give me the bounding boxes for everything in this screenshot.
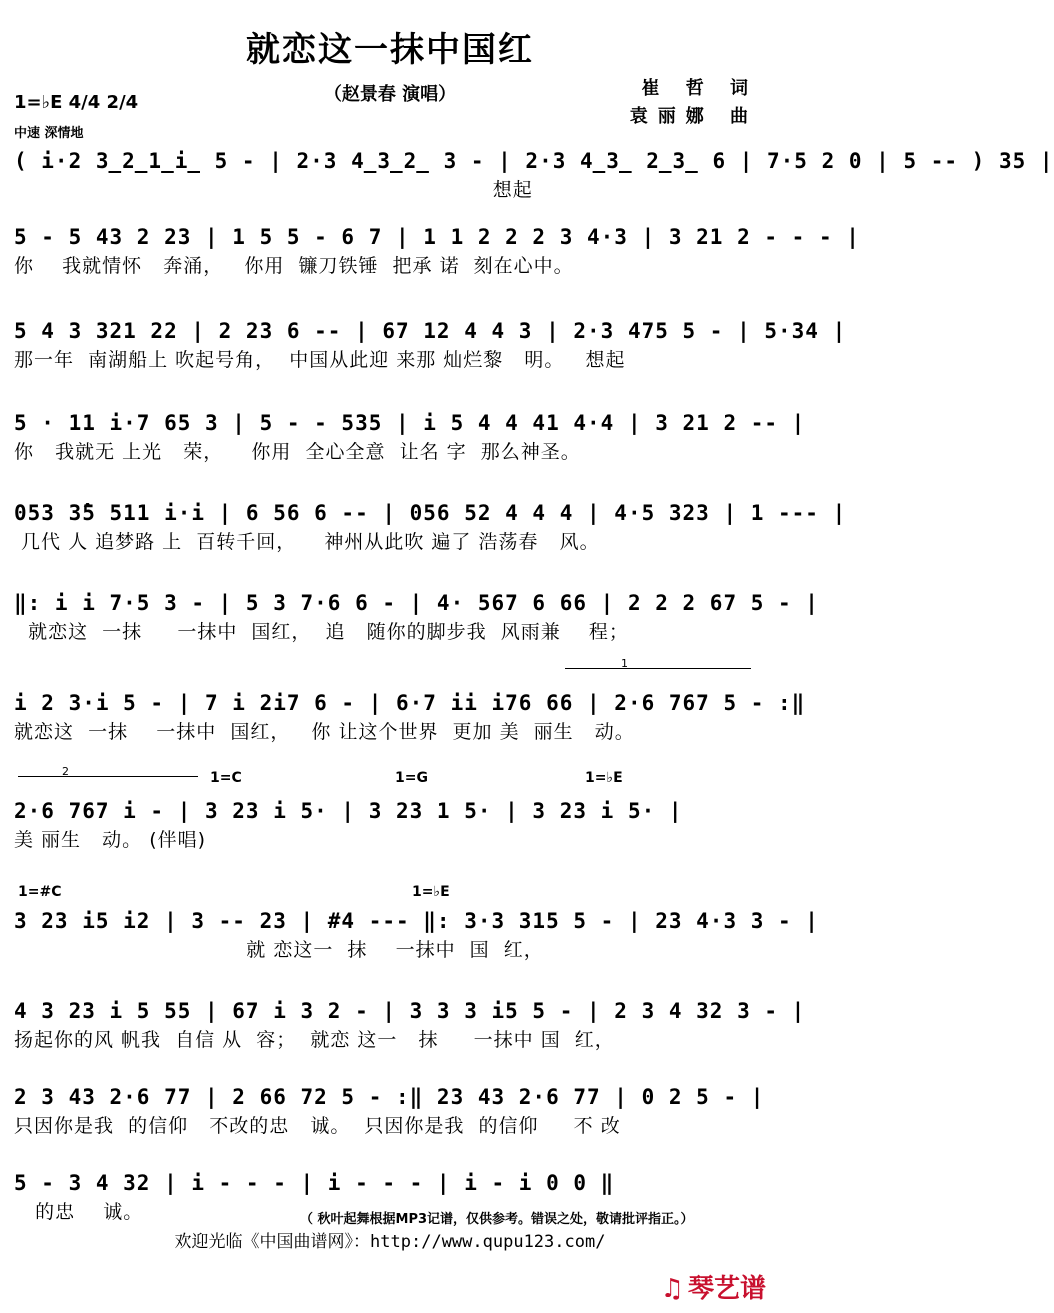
score-line	[14, 146, 1054, 204]
site-logo: ♫ 琴艺谱	[660, 1274, 766, 1304]
lyrics-row: 就 恋这一 抹 一抹中 国 红，	[14, 939, 544, 961]
notes-row: ( i·2 3̲2̲1̲i̲ 5 - | 2·3 4̲3̲2̲ 3 - | 2·3 4̲3̲ 2̲3̲ 6 | 7·5 2 0 | 5 -- ) 35 |	[14, 149, 1054, 173]
lyrics-row: 你 我就情怀 奔涌， 你用 镰刀铁锤 把承 诺 刻在心中。	[14, 255, 574, 277]
notes-row: 2·6 767 i - | 3 23 i 5· | 3 23 1 5· | 3 23 i 5· |	[14, 799, 683, 823]
score-line	[14, 222, 860, 280]
transcription-note: （ 秋叶起舞根据MP3记谱，仅供参考。错误之处，敬请批评指正。）	[300, 1212, 694, 1227]
lyrics-row: 扬起你的风 帆我 自信 从 容； 就恋 这一 抹 一抹中 国 红，	[14, 1029, 615, 1051]
lyrics-row: 你 我就无 上光 荣， 你用 全心全意 让名 字 那么神圣。	[14, 441, 581, 463]
lyrics-row: 想起	[14, 179, 533, 201]
score-line	[14, 1082, 770, 1140]
score-line	[14, 906, 819, 964]
tempo-marking: 中速 深情地	[14, 126, 84, 141]
lyrics-row: 只因你是我 的信仰 不改的忠 诚。 只因你是我 的信仰 不 改	[14, 1115, 621, 1137]
notes-row: 5 - 3 4 32 | i - - - | i - - - | i - i 0 0 ‖	[14, 1171, 615, 1195]
lyrics-row: 的忠 诚。	[14, 1201, 144, 1223]
lyricist-credit: 崔 哲 词	[641, 78, 758, 99]
score-line	[14, 408, 806, 466]
notes-row: 2 3 43 2·6 77 | 2 66 72 5 - :‖ 23 43 2·6 77 | 0 2 5 - |	[14, 1085, 765, 1109]
lyrics-row: 那一年 南湖船上 吹起号角， 中国从此迎 来那 灿烂黎 明。 想起	[14, 349, 626, 371]
modulation-mark: 1=C	[210, 770, 242, 786]
score-line	[14, 316, 847, 374]
volta-bracket-2: 2	[18, 776, 198, 787]
music-note-icon: ♫	[660, 1274, 684, 1304]
site-footer: 欢迎光临《中国曲谱网》：http://www.qupu123.com/	[174, 1232, 606, 1252]
score-line	[14, 688, 806, 746]
notes-row: ‖: i i 7·5 3 - | 5 3 7·6 6 - | 4· 567 6 66 | 2 2 2 67 5 - |	[14, 591, 819, 615]
notes-row: 5 4 3 321 22 | 2 23 6 -- | 67 12 4 4 3 | 2·3 475 5 - | 5·34 |	[14, 319, 847, 343]
lyrics-row: 就恋这 一抹 一抹中 国红， 追 随你的脚步我 风雨兼 程；	[14, 621, 629, 643]
notes-row: 5 · 11 i·7 65 3 | 5 - - 535 | i 5 4 4 41 4·4 | 3 21 2 -- |	[14, 411, 806, 435]
singer-credit: （赵景春 演唱）	[323, 84, 457, 105]
key-signature: 1=♭E 4/4 2/4	[14, 92, 139, 113]
notes-row: i 2 3·i 5 - | 7 i 2i7 6 - | 6·7 ii i76 66 | 2·6 767 5 - :‖	[14, 691, 806, 715]
lyrics-row: 几代 人 追梦路 上 百转千回， 神州从此吹 遍了 浩荡春 风。	[14, 531, 600, 553]
modulation-mark: 1=♭E	[412, 884, 450, 900]
modulation-mark: 1=G	[395, 770, 428, 786]
composer-credit: 袁丽娜 曲	[629, 106, 758, 127]
lyrics-row: 就恋这 一抹 一抹中 国红， 你 让这个世界 更加 美 丽生 动。	[14, 721, 635, 743]
volta-bracket-1: 1	[565, 668, 751, 679]
modulation-mark: 1=♭E	[585, 770, 623, 786]
lyrics-row: 美 丽生 动。 (伴唱)	[14, 829, 207, 851]
notes-row: 3 23 i5 i2 | 3 -- 23 | #4 --- ‖: 3·3 315 5 - | 23 4·3 3 - |	[14, 909, 819, 933]
score-line	[14, 588, 819, 646]
score-line	[14, 796, 770, 854]
score-line	[14, 996, 806, 1054]
modulation-mark: 1=#C	[18, 884, 62, 900]
page-title: 就恋这一抹中国红	[246, 30, 534, 70]
notes-row: 4 3 23 i 5 55 | 67 i 3 2 - | 3 3 3 i5 5 - | 2 3 4 32 3 - |	[14, 999, 806, 1023]
score-line	[14, 498, 847, 556]
notes-row: 053 3̂5 511 i·i | 6 56 6 -- | 056 52 4 4 4 | 4·5 323 | 1 --- |	[14, 501, 847, 525]
notes-row: 5 - 5 43 2 23 | 1 5 5 - 6 7 | 1 1 2 2 2 3 4·3 | 3 21 2 - - - |	[14, 225, 860, 249]
